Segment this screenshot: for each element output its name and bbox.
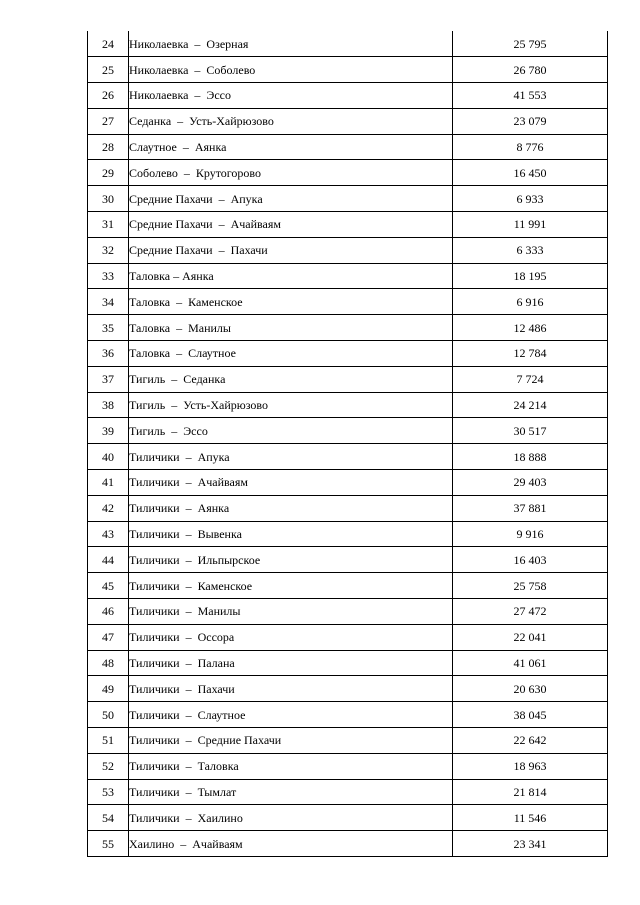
route-name-cell: Тиличики – Вывенка	[129, 521, 453, 547]
row-number-cell: 51	[88, 728, 129, 754]
row-number-cell: 52	[88, 753, 129, 779]
distance-cell: 6 933	[453, 186, 608, 212]
table-row	[88, 444, 608, 470]
route-name-cell: Тигиль – Усть-Хайрюзово	[129, 392, 453, 418]
distance-cell: 27 472	[453, 599, 608, 625]
table-row	[88, 160, 608, 186]
row-number-cell: 37	[88, 366, 129, 392]
table-row	[88, 573, 608, 599]
row-number-cell: 43	[88, 521, 129, 547]
table-row	[88, 212, 608, 238]
table-row	[88, 599, 608, 625]
table-row	[88, 702, 608, 728]
distance-cell: 30 517	[453, 418, 608, 444]
table-row	[88, 366, 608, 392]
table-row	[88, 495, 608, 521]
route-name-cell: Тиличики – Ачайваям	[129, 470, 453, 496]
table-row	[88, 57, 608, 83]
table-row	[88, 392, 608, 418]
row-number-cell: 28	[88, 134, 129, 160]
distance-cell: 23 341	[453, 831, 608, 857]
distance-cell: 7 724	[453, 366, 608, 392]
route-name-cell: Тиличики – Тымлат	[129, 779, 453, 805]
route-name-cell: Тиличики – Оссора	[129, 624, 453, 650]
table-row	[88, 547, 608, 573]
row-number-cell: 24	[88, 31, 129, 57]
route-name-cell: Тигиль – Эссо	[129, 418, 453, 444]
table-row	[88, 676, 608, 702]
route-name-cell: Таловка – Аянка	[129, 263, 453, 289]
distance-cell: 38 045	[453, 702, 608, 728]
row-number-cell: 44	[88, 547, 129, 573]
route-name-cell: Николаевка – Соболево	[129, 57, 453, 83]
distance-cell: 9 916	[453, 521, 608, 547]
row-number-cell: 33	[88, 263, 129, 289]
distance-cell: 41 553	[453, 83, 608, 109]
route-name-cell: Тиличики – Каменское	[129, 573, 453, 599]
table-row	[88, 289, 608, 315]
route-name-cell: Тиличики – Слаутное	[129, 702, 453, 728]
distance-cell: 12 486	[453, 315, 608, 341]
distance-cell: 22 041	[453, 624, 608, 650]
routes-table	[87, 31, 608, 857]
distance-cell: 29 403	[453, 470, 608, 496]
row-number-cell: 48	[88, 650, 129, 676]
route-name-cell: Тиличики – Манилы	[129, 599, 453, 625]
distance-cell: 8 776	[453, 134, 608, 160]
distance-cell: 24 214	[453, 392, 608, 418]
distance-cell: 21 814	[453, 779, 608, 805]
row-number-cell: 38	[88, 392, 129, 418]
distance-cell: 16 403	[453, 547, 608, 573]
route-name-cell: Николаевка – Озерная	[129, 31, 453, 57]
route-name-cell: Таловка – Слаутное	[129, 341, 453, 367]
distance-cell: 6 333	[453, 237, 608, 263]
table-row	[88, 108, 608, 134]
row-number-cell: 40	[88, 444, 129, 470]
table-row	[88, 341, 608, 367]
row-number-cell: 34	[88, 289, 129, 315]
row-number-cell: 39	[88, 418, 129, 444]
row-number-cell: 35	[88, 315, 129, 341]
table-row	[88, 805, 608, 831]
row-number-cell: 31	[88, 212, 129, 238]
route-name-cell: Тиличики – Хаилино	[129, 805, 453, 831]
table-row	[88, 237, 608, 263]
row-number-cell: 42	[88, 495, 129, 521]
table-row	[88, 263, 608, 289]
distance-cell: 20 630	[453, 676, 608, 702]
row-number-cell: 46	[88, 599, 129, 625]
distance-cell: 6 916	[453, 289, 608, 315]
route-name-cell: Николаевка – Эссо	[129, 83, 453, 109]
table-row	[88, 315, 608, 341]
table-row	[88, 779, 608, 805]
distance-cell: 18 195	[453, 263, 608, 289]
row-number-cell: 36	[88, 341, 129, 367]
table-row	[88, 728, 608, 754]
distance-cell: 23 079	[453, 108, 608, 134]
distance-cell: 11 991	[453, 212, 608, 238]
table-row	[88, 83, 608, 109]
table-row	[88, 31, 608, 57]
table-row	[88, 418, 608, 444]
table-row	[88, 624, 608, 650]
distance-cell: 22 642	[453, 728, 608, 754]
route-name-cell: Средние Пахачи – Апука	[129, 186, 453, 212]
distance-cell: 18 963	[453, 753, 608, 779]
distance-cell: 37 881	[453, 495, 608, 521]
row-number-cell: 54	[88, 805, 129, 831]
distance-cell: 26 780	[453, 57, 608, 83]
route-name-cell: Тиличики – Таловка	[129, 753, 453, 779]
route-name-cell: Средние Пахачи – Ачайваям	[129, 212, 453, 238]
route-name-cell: Тиличики – Средние Пахачи	[129, 728, 453, 754]
table-row	[88, 753, 608, 779]
row-number-cell: 47	[88, 624, 129, 650]
route-name-cell: Тиличики – Аянка	[129, 495, 453, 521]
row-number-cell: 49	[88, 676, 129, 702]
row-number-cell: 27	[88, 108, 129, 134]
distance-cell: 18 888	[453, 444, 608, 470]
row-number-cell: 32	[88, 237, 129, 263]
distance-cell: 12 784	[453, 341, 608, 367]
table-row	[88, 650, 608, 676]
route-name-cell: Тиличики – Ильпырское	[129, 547, 453, 573]
distance-cell: 11 546	[453, 805, 608, 831]
table-row	[88, 134, 608, 160]
route-name-cell: Тиличики – Пахачи	[129, 676, 453, 702]
route-name-cell: Хаилино – Ачайваям	[129, 831, 453, 857]
route-name-cell: Седанка – Усть-Хайрюзово	[129, 108, 453, 134]
row-number-cell: 26	[88, 83, 129, 109]
table-row	[88, 186, 608, 212]
routes-table-body	[88, 31, 608, 857]
table-row	[88, 521, 608, 547]
row-number-cell: 25	[88, 57, 129, 83]
row-number-cell: 30	[88, 186, 129, 212]
route-name-cell: Слаутное – Аянка	[129, 134, 453, 160]
route-name-cell: Средние Пахачи – Пахачи	[129, 237, 453, 263]
row-number-cell: 50	[88, 702, 129, 728]
row-number-cell: 55	[88, 831, 129, 857]
row-number-cell: 53	[88, 779, 129, 805]
distance-cell: 25 758	[453, 573, 608, 599]
route-name-cell: Тиличики – Палана	[129, 650, 453, 676]
row-number-cell: 29	[88, 160, 129, 186]
route-name-cell: Тиличики – Апука	[129, 444, 453, 470]
route-name-cell: Таловка – Манилы	[129, 315, 453, 341]
distance-cell: 25 795	[453, 31, 608, 57]
row-number-cell: 41	[88, 470, 129, 496]
route-name-cell: Таловка – Каменское	[129, 289, 453, 315]
distance-cell: 16 450	[453, 160, 608, 186]
route-name-cell: Соболево – Крутогорово	[129, 160, 453, 186]
distance-cell: 41 061	[453, 650, 608, 676]
table-row	[88, 831, 608, 857]
table-row	[88, 470, 608, 496]
route-name-cell: Тигиль – Седанка	[129, 366, 453, 392]
row-number-cell: 45	[88, 573, 129, 599]
